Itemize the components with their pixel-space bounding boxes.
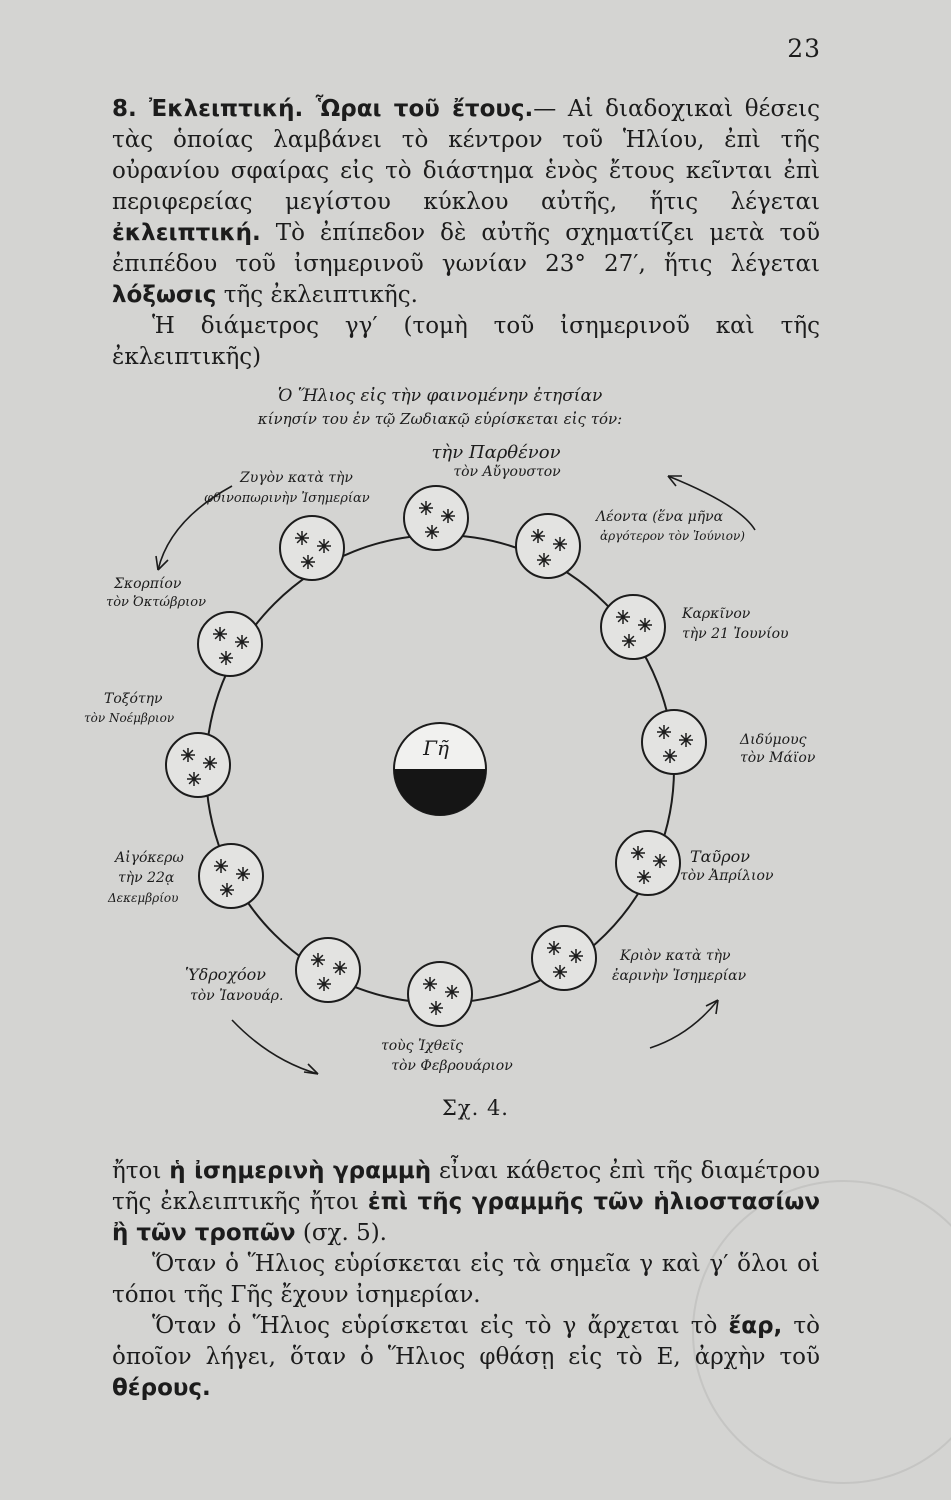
term-equator-line: ἡ ἰσημερινὴ γραμμὴ (169, 1158, 432, 1184)
label-sagittarius-2: τὸν Νοέμβριον (84, 711, 175, 725)
star-mark (213, 627, 227, 641)
star-mark (445, 985, 459, 999)
para2-start: Ἡ διάμετρος γγ′ (τομὴ τοῦ ἰσημερινοῦ καὶ τῆς ἐκλειπτικῆς) (112, 313, 820, 370)
label-scorpio-2: τὸν Ὀκτώβριον (106, 595, 207, 610)
star-mark (622, 634, 636, 648)
figure-caption: Σχ. 4. (442, 1096, 509, 1120)
star-mark (317, 539, 331, 553)
term-spring: ἔαρ, (728, 1313, 783, 1339)
star-mark (553, 537, 567, 551)
label-taurus-1: Ταῦρον (690, 847, 750, 866)
star-mark (236, 867, 250, 881)
star-mark (531, 529, 545, 543)
label-aquarius-2: τὸν Ἰανουάρ. (190, 988, 284, 1004)
sign-circle-pisces (408, 962, 472, 1026)
star-mark (679, 733, 693, 747)
star-mark (219, 651, 233, 665)
sign-circle-virgo (404, 486, 468, 550)
p1-c: (σχ. 5). (302, 1220, 387, 1246)
label-aries-2: ἐαρινὴν Ἰσημερίαν (612, 968, 747, 984)
star-mark (187, 772, 201, 786)
sign-circle-libra (280, 516, 344, 580)
para1-cont: Τὸ ἐπίπεδον δὲ αὐτῆς σχηματίζει μετὰ τοῦ ἐπιπέδου τοῦ ἰσημερινοῦ γωνίαν 23° 27′, ἥτις λέγεται (112, 220, 820, 277)
label-sagittarius-1: Τοξότην (104, 691, 163, 707)
star-mark (441, 509, 455, 523)
label-leo-1: Λέοντα (ἕνα μῆνα (596, 509, 724, 525)
term-solstice-line: ἐπὶ τῆς γραμμῆς τῶν ἡλιοστασίων ἢ τῶν τροπῶν (112, 1189, 821, 1246)
sign-circle-scorpio (198, 612, 262, 676)
sign-circle-capricorn (199, 844, 263, 908)
label-virgo-1: τὴν Παρθένον (431, 442, 561, 463)
star-mark (638, 618, 652, 632)
star-mark (537, 553, 551, 567)
label-aquarius-1: Ὑδροχόον (185, 965, 266, 984)
label-scorpio-1: Σκορπίον (114, 576, 182, 592)
para1-end: τῆς ἐκλειπτικῆς. (223, 282, 418, 308)
label-cancer-2: τὴν 21 Ἰουνίου (682, 626, 789, 642)
earth (394, 723, 486, 815)
star-mark (214, 859, 228, 873)
p2: Ὅταν ὁ Ἥλιος εὑρίσκεται εἰς τὰ σημεῖα γ καὶ γ′ ὅλοι οἱ τόποι τῆς Γῆς ἔχουν ἰσημερίαν. (112, 1251, 820, 1308)
star-mark (203, 756, 217, 770)
star-mark (423, 977, 437, 991)
star-mark (333, 961, 347, 975)
star-mark (553, 965, 567, 979)
star-mark (301, 555, 315, 569)
star-mark (616, 610, 630, 624)
p3-b: τὸ ὁποῖον λήγει, ὅταν ὁ Ἥλιος φθάσῃ εἰς τὸ Ε, ἀρχὴν τοῦ (112, 1313, 820, 1370)
term-ecliptic: ἐκλειπτική. (112, 220, 261, 246)
closing-paragraphs (112, 1156, 820, 1404)
star-mark (181, 748, 195, 762)
sign-circle-aquarius (296, 938, 360, 1002)
arrow-bottom-left (232, 1020, 318, 1074)
label-gemini-1: Διδύμους (740, 732, 807, 748)
p1-b: εἶναι κάθετος ἐπὶ τῆς διαμέτρου τῆς ἐκλειπτικῆς ἤτοι (112, 1158, 820, 1215)
star-mark (569, 949, 583, 963)
label-capricorn-3: Δεκεμβρίου (108, 891, 179, 905)
label-libra-2: φθινοπωρινὴν Ἰσημερίαν (204, 491, 370, 506)
p1-a: ἤτοι (112, 1158, 162, 1184)
term-summer: θέρους. (112, 1375, 211, 1401)
star-mark (220, 883, 234, 897)
label-capricorn-1: Αἰγόκερω (115, 850, 184, 866)
label-aries-1: Κριὸν κατὰ τὴν (620, 948, 731, 964)
diagram-title-line2: κίνησίν του ἐν τῷ Ζωδιακῷ εὑρίσκεται εἰς τόν: (257, 410, 623, 428)
star-mark (425, 525, 439, 539)
star-mark (429, 1001, 443, 1015)
label-pisces-2: τὸν Φεβρουάριον (391, 1058, 513, 1074)
label-cancer-1: Καρκῖνον (682, 606, 751, 622)
diagram-title-line1: Ὁ Ἥλιος εἰς τὴν φαινομένην ἐτησίαν (277, 386, 603, 406)
sign-circle-leo (516, 514, 580, 578)
star-mark (295, 531, 309, 545)
star-mark (317, 977, 331, 991)
star-mark (653, 854, 667, 868)
page-number: 23 (787, 34, 821, 63)
star-mark (419, 501, 433, 515)
star-mark (631, 846, 645, 860)
earth-label: Γῆ (423, 736, 449, 760)
label-pisces-1: τοὺς Ἰχθεῖς (380, 1038, 464, 1054)
sign-circle-gemini (642, 710, 706, 774)
arrow-bottom-right (650, 1000, 718, 1048)
star-mark (235, 635, 249, 649)
sign-circle-aries (532, 926, 596, 990)
star-mark (547, 941, 561, 955)
label-leo-2: ἀργότερον τὸν Ἰούνιον) (600, 529, 745, 543)
sign-circle-sagittarius (166, 733, 230, 797)
sign-circle-taurus (616, 831, 680, 895)
star-mark (637, 870, 651, 884)
star-mark (663, 749, 677, 763)
term-obliquity: λόξωσις (112, 282, 217, 308)
label-virgo-2: τὸν Αὔγουστον (453, 464, 561, 480)
sign-circle-cancer (601, 595, 665, 659)
para1-text: — Αἱ διαδοχικαὶ θέσεις τὰς ὁποίας λαμβάνει τὸ κέντρον τοῦ Ἡλίου, ἐπὶ τῆς οὐρανίου σφαίρας εἰς τὸ διάστημα ἑνὸς ἔτους κεῖνται ἐπὶ περιφερείας μεγίστου κύκλου αὐτῆς, ἥτις λέγεται (112, 96, 820, 215)
label-capricorn-2: τὴν 22ᾳ (118, 870, 175, 886)
section-heading: 8. Ἐκλειπτική. Ὧραι τοῦ ἔτους. (112, 96, 534, 122)
star-mark (657, 725, 671, 739)
star-mark (311, 953, 325, 967)
label-libra-1: Ζυγὸν κατὰ τὴν (240, 470, 353, 486)
p3-a: Ὅταν ὁ Ἥλιος εὑρίσκεται εἰς τὸ γ ἄρχεται τὸ (152, 1313, 718, 1339)
label-gemini-2: τὸν Μάϊον (740, 750, 816, 766)
label-taurus-2: τὸν Ἀπρίλιον (680, 868, 774, 884)
